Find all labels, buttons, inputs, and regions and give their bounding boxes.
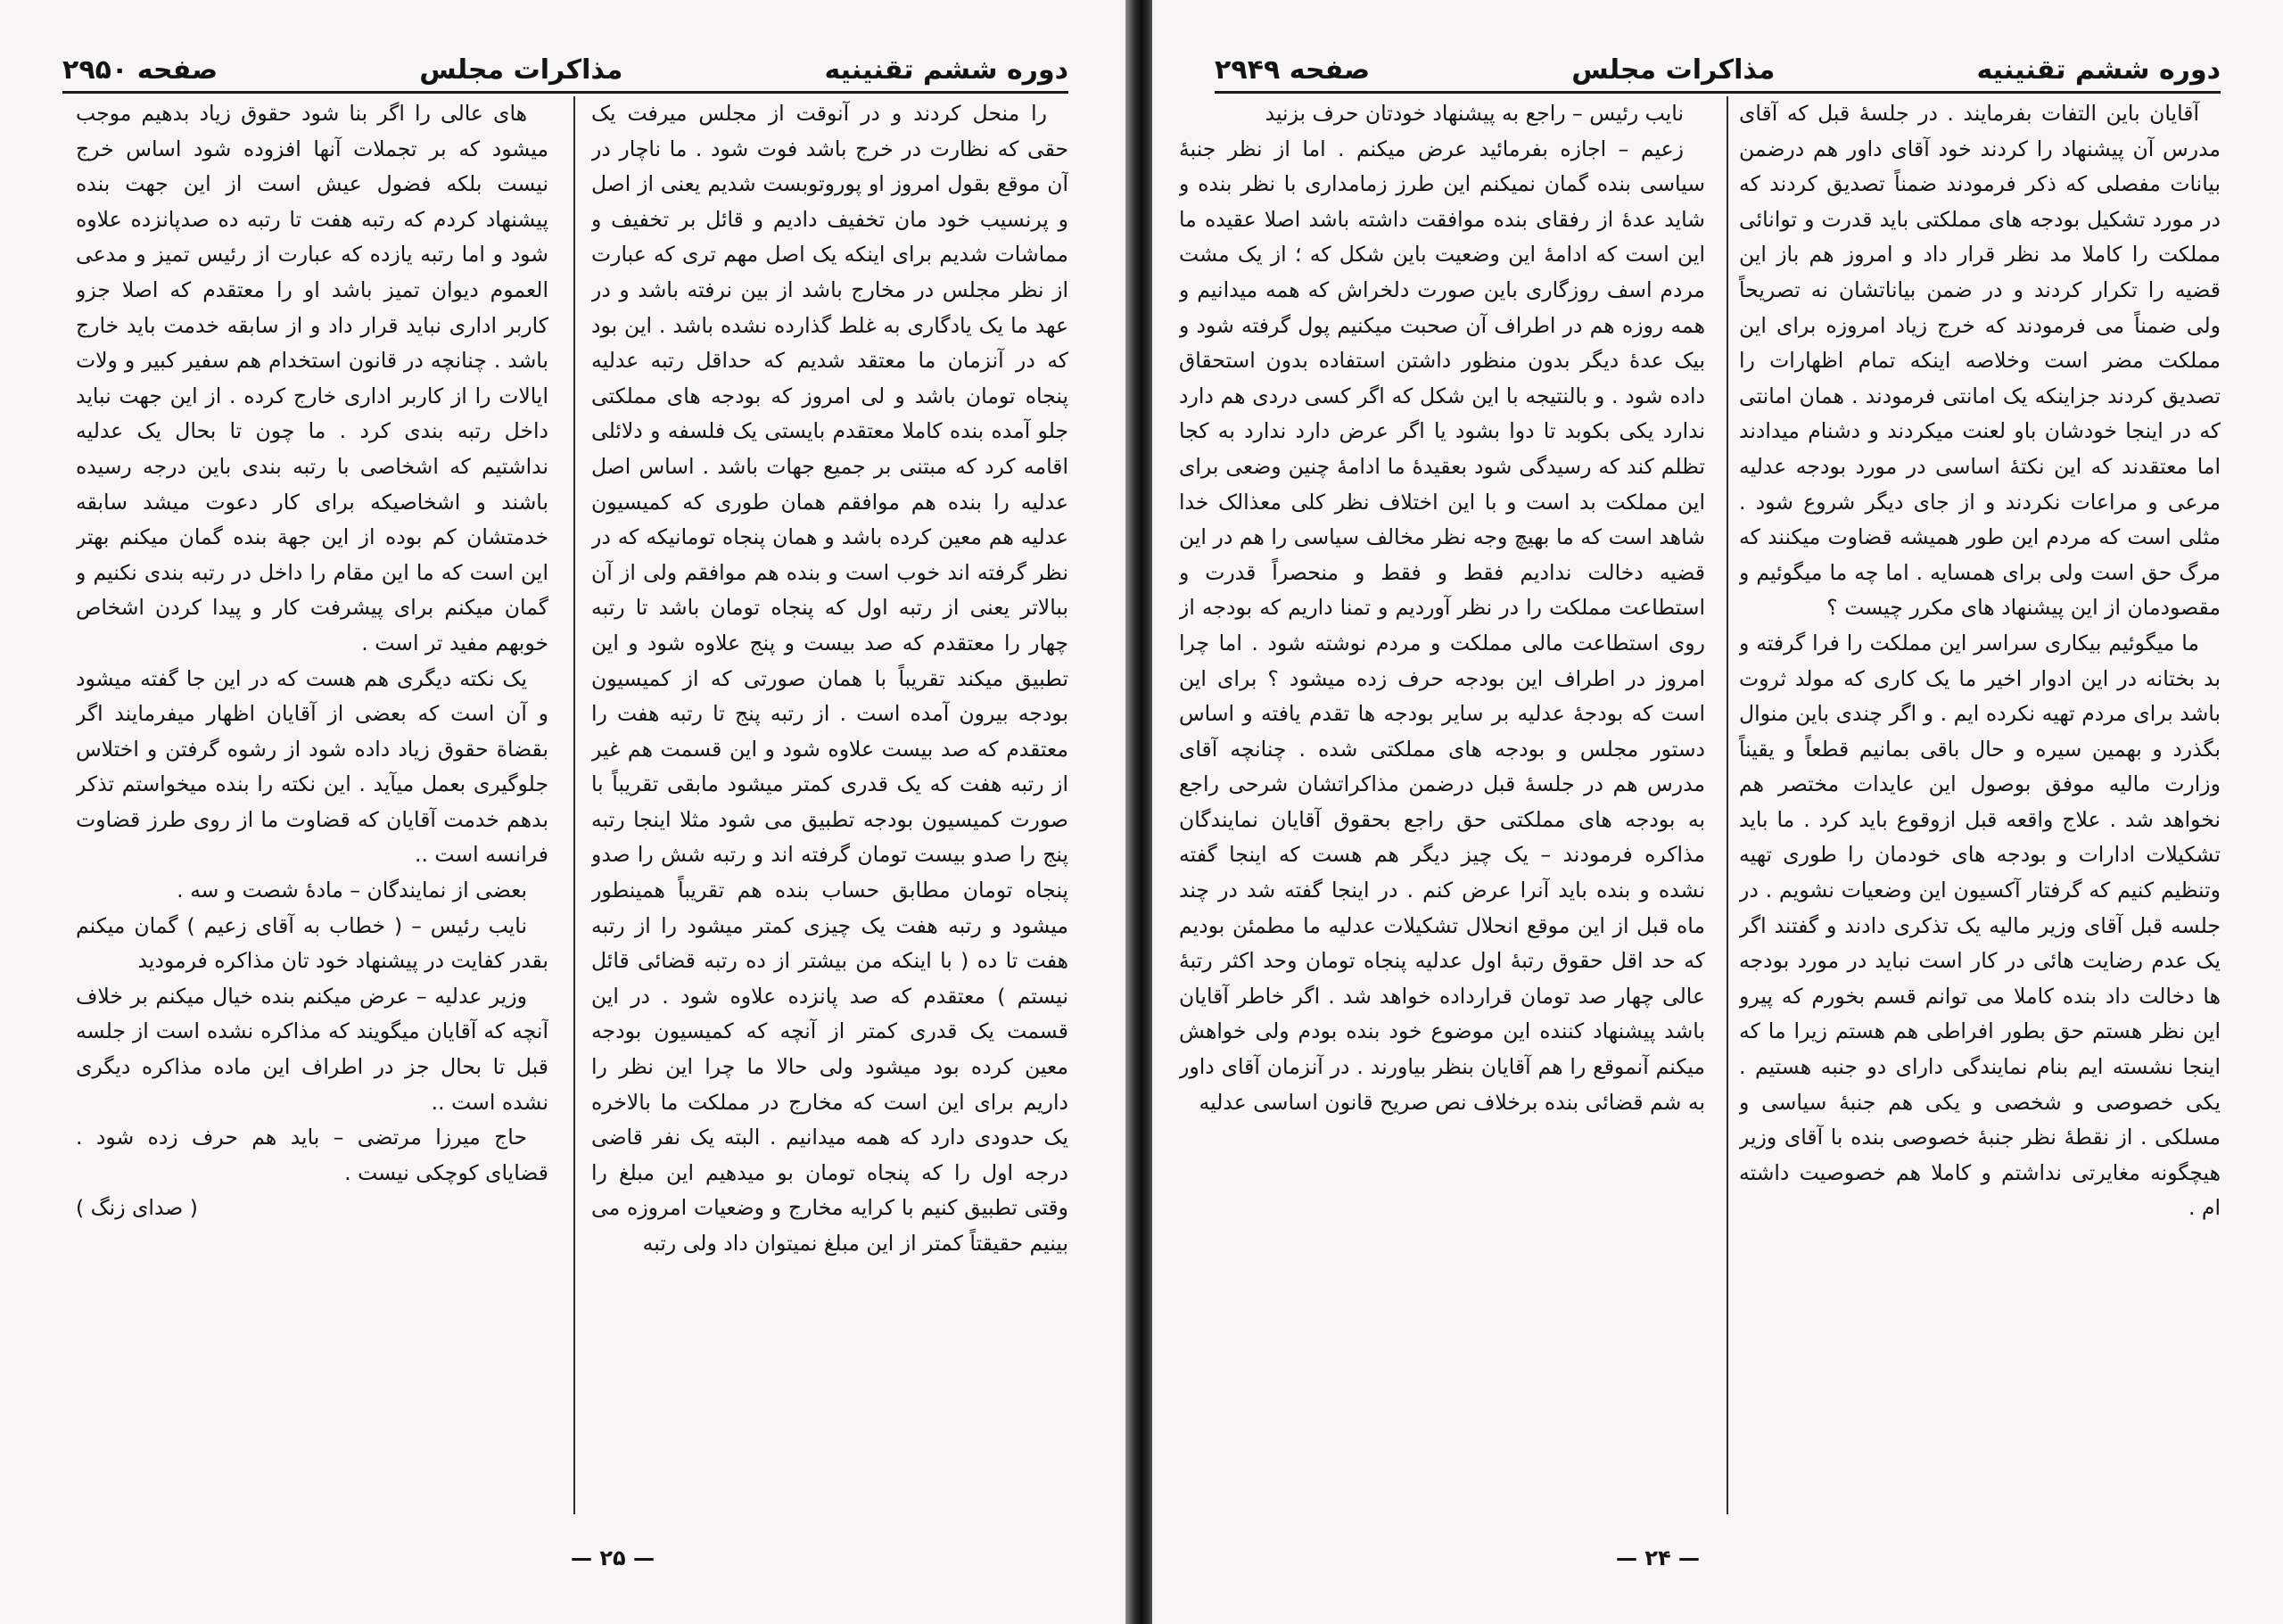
right-header-page-number: صفحه ۲۹۴۹ [1215,54,1371,86]
speaker-line: بعضی از نمایندگان – مادهٔ شصت و سه . [177,878,527,903]
paragraph: های عالی را اگر بنا شود حقوق زیاد بدهیم موجب میشود که بر تجملات آنها افزوده شود اساس خرج نیست بلکه فضول عیش است از این جهت بنده پیشنهاد کردم که رتبه هفت تا رتبه ده صدپانزده علاوه شود و اما رتبه یازده که عبارت از رئیس تمیز و مدعی العموم دیوان تمیز باشد او را معتقدم که اصلا جزو کاربر اداری نباید قرار داد و از سابقه خدمت باید خارج باشد . چنانچه در قانون استخدام هم سفیر کبیر و ولات ایالات را از کاربر اداری خارج کرده . از این جهت نباید داخل رتبه بندی کرد . ما چون تا بحال یک عدلیه نداشتیم که اشخاصی با رتبه بندی باین درجه رسیده باشند و اشخاصیکه برای کار دعوت میشد سابقه خدمتشان کم بوده از این جهة بنده گمان میکنم بهتر این است که ما این مقام را داخل در رتبه بندی نکنیم و گمان میکنم برای پیشرفت کار و پیدا کردن اشخاص خوبهم مفید تر است . [76,101,548,655]
left-header-rule [62,91,1068,94]
left-page-folio: — ۲۵ — [571,1546,655,1570]
bell-note: ( صدای زنگ ) [76,1195,198,1221]
speaker-line: نایب رئیس – ( خطاب به آقای زعیم ) گمان میکنم بقدر کفایت در پیشنهاد خود تان مذاکره فرمودید [76,912,548,974]
right-page [1152,0,2283,1624]
left-page-left-column [76,96,548,1496]
left-page-right-column [591,96,1068,1496]
right-page-header [1215,43,2221,86]
speaker-line: نایب رئیس – راجع به پیشنهاد خودتان حرف بزنید [1265,101,1684,126]
left-header-page-number: صفحه ۲۹۵۰ [62,54,218,86]
right-header-rule [1215,91,2221,94]
left-page [0,0,1131,1624]
right-page-right-column [1739,96,2221,1496]
speaker-line: حاج میرزا مرتضی – باید هم حرف زده شود . قضایای کوچکی نیست . [76,1125,548,1185]
left-header-session: دوره ششم تقنینیه [824,54,1068,86]
column-divider [1727,96,1728,1514]
right-header-session: دوره ششم تقنینیه [1976,54,2221,86]
paragraph: ما میگوئیم بیکاری سراسر این مملکت را فرا گرفته و بد بختانه در این ادوار اخیر ما یک کاری که مولد ثروت باشد برای مردم تهیه نکرده ایم . و اگر چندی باین منوال بگذرد و بهمین سیره و حال باقی بمانیم قطعاً و یقیناً وزارت مالیه موفق بوصول این عایدات مختصر هم نخواهد شد . علاج واقعه قبل ازوقوع باید کرد . ما باید تشکیلات ادارات و بودجه های خودمان را طوری تهیه وتنظیم کنیم که گرفتار آکسیون این وضعیات نشویم . در جلسه قبل آقای وزیر مالیه یک تذکری دادند و گفتند اگر یک عدم رضایت هائی در کار است نباید در مورد بودجه ها دخالت داد بنده کاملا می توانم قسم بخورم که پیرو این نظر هستم حق بطور افراطی هم هستم زیرا ما که اینجا نشسته ایم بنام نمایندگی دارای دو جنبه هستیم . یکی خصوصی و شخصی و یکی هم جنبهٔ سیاسی و مسلکی . از نقطهٔ نظر جنبهٔ خصوصی بنده با آقای وزیر هیچگونه مغایرتی نداشتم و کاملا هم خصوصیت داشته ام . [1739,630,2221,1221]
paragraph: یک نکته دیگری هم هست که در این جا گفته میشود و آن است که بعضی از آقایان اظهار میفرمایند اگر بقضاة حقوق زیاد داده شود از رشوه گرفتن و اختلاس جلوگیری بعمل میآید . این نکته را بنده میخواستم تذکر بدهم خدمت آقایان که قضاوت ما از روی طرز قضاوت فرانسه است .. [76,665,548,868]
right-header-title: مذاکرات مجلس [1571,54,1776,86]
speaker-line: وزیر عدلیه – عرض میکنم بنده خیال میکنم بر خلاف آنچه که آقایان میگویند که مذاکره نشده است از جلسه قبل تا بحال جز در اطراف این ماده مذاکره دیگری نشده است .. [76,983,548,1115]
left-page-header [62,43,1068,86]
right-page-folio: — ۲۴ — [1616,1546,1701,1570]
paragraph: زعیم – اجازه بفرمائید عرض میکنم . اما از نظر جنبهٔ سیاسی بنده گمان نمیکنم این طرز زمامداری با نظر بنده و شاید عدهٔ از رفقای بنده موافقت داشته باشد اصلا عقیده ما این است که ادامهٔ این وضعیت باین شکل که ؛ از یک مشت مردم اسف روزگاری باین صورت دلخراش که همه میدانیم و همه روزه هم در اطراف آن صحبت میکنیم پول گرفته شود و بیک عدهٔ دیگر بدون منظور داشتن استفاده بدون استحقاق داده شود . و بالنتیجه با این شکل که اگر کسی دردی هم دارد ندارد یکی بکوبد تا دوا بشود یا اگر عرض دارد ندارد به کجا تظلم کند که رسیدگی شود بعقیدهٔ ما ادامهٔ چنین وضعی برای این مملکت بد است و با این اختلاف نظر کلی معذالک خدا شاهد است که ما بهیچ وجه نظر مخالف سیاسی را هم در این قضیه دخالت ندادیم فقط و فقط و منحصراً قدرت و استطاعت مملکت را در نظر آوردیم و تمنا داریم که بودجه از روی استطاعت مالی مملکت و مردم نوشته شود . اما چرا امروز در اطراف این بودجه حرف زده میشود ؟ برای این است که بودجهٔ عدلیه بر سایر بودجه ها تقدم یافته و اساس دستور مجلس و بودجه های مملکتی شده . چنانچه آقای مدرس هم در جلسهٔ قبل درضمن مذاکراتشان شرحی راجع به بودجه های مملکتی حق راجع بحقوق آقایان نمایندگان مذاکره فرمودند – یک چیز دیگر هم هست که اینجا گفته نشده و بنده باید آنرا عرض کنم . در اینجا گفته شد در چند ماه قبل از این موقع انحلال تشکیلات عدلیه ما مطمئن بودیم که حد اقل حقوق رتبهٔ اول عدلیه پنجاه تومان وحد اکثر رتبهٔ عالی چهار صد تومان قرارداده خواهد شد . اگر خاطر آقایان باشد پیشنهاد کننده این موضوع خود بنده بودم ولی خواهش میکنم آنموقع را هم آقایان بنظر بیاورند . در آنزمان آقای داور به شم قضائی بنده برخلاف نص صریح قانون اساسی عدلیه [1179,136,1705,1115]
left-header-title: مذاکرات مجلس [419,54,623,86]
paragraph: را منحل کردند و در آنوقت از مجلس میرفت یک حقی که نظارت در خرج باشد فوت شود . ما ناچار در آن موقع بقول امروز او پوروتوبست شدیم یعنی از اصل و پرنسیب خود مان تخفیف دادیم و قائل بر تخفیف و مماشات شدیم برای اینکه یک اصل مهم تری که عبارت از نظر مجلس در مخارج باشد از بین نرفته باشد و در عهد ما یک یادگاری به غلط گذارده نشده باشد . این بود که در آنزمان ما معتقد شدیم که حداقل رتبه عدلیه پنجاه تومان باشد و لی امروز که بودجه های مملکتی جلو آمده بنده کاملا معتقدم بایستی یک فلسفه و دلائلی اقامه کرد که مبتنی بر جمیع جهات باشد . اساس اصل عدلیه را بنده هم موافقم همان طوری که کمیسیون عدلیه هم معین کرده باشد و همان پنجاه تومانیکه که در نظر گرفته اند خوب است و بنده هم موافقم ولی از آن ببالاتر یعنی از رتبه اول که پنجاه تومان باشد تا رتبه چهار را معتقدم که صد بیست و پنج علاوه شود و این تطبیق میکند تقریباً با همان صورتی که از کمیسیون بودجه بیرون آمده است . از رتبه پنج تا رتبه هفت را معتقدم که صد بیست علاوه شود و این قسمت هم غیر از رتبه هفت که یک قدری کمتر میشود مابقی تقریباً با صورت کمیسیون بودجه تطبیق می شود مثلا اینجا رتبه پنج را صدو بیست تومان گرفته اند و رتبه شش را صدو پنجاه تومان مطابق حساب بنده هم تقریباً همینطور میشود و رتبه هفت یک چیزی کمتر میشود را از رتبه هفت تا ده ( با اینکه من بیشتر از ده رتبه قضائی قائل نیستم ) معتقدم که صد پانزده علاوه شود . در این قسمت یک قدری کمتر از آنچه که کمیسیون بودجه معین کرده بود میشود ولی حالا ما چرا این نظر را داریم برای این است که مخارج در مملکت ما بالاخره یک حدودی دارد که همه میدانیم . البته یک نفر قاضی درجه اول را که پنجاه تومان بو میدهیم این مبلغ را وقتی تطبیق کنیم با کرایه مخارج و وضعیات امروزه می بینیم حقیقتاً کمتر از این مبلغ نمیتوان داد ولی رتبه [591,101,1068,1256]
paragraph: آقایان باین التفات بفرمایند . در جلسهٔ قبل که آقای مدرس آن پیشنهاد را کردند خود آقای داور هم درضمن بیانات مفصلی که ذکر فرمودند ضمناً تصدیق کردند که در مورد تشکیل بودجه های مملکتی باید قدرت و توانائی مملکت را کاملا مد نظر قرار داد و امروز هم باز این قضیه را تکرار کردند و در ضمن بیاناتشان نه تصریحاً ولی ضمناً می فرمودند که خرج زیاد امروزه برای این مملکت مضر است وخلاصه اینکه تمام اظهارات را تصدیق کردند جزاینکه یک امانتی فرمودند . همان امانتی که در اینجا خودشان باو لعنت میکردند و دشنام میدادند اما معتقدند که این نکتهٔ اساسی در مورد بودجه عدلیه مرعی و مراعات نکردند و از جای دیگر شروع شود . مثلی است که مردم این طور همیشه قضاوت میکنند که مرگ حق است ولی برای همسایه . اما چه ما میگوئیم و مقصودمان از این پیشنهاد های مکرر چیست ؟ [1739,101,2221,621]
right-page-left-column [1179,96,1705,1496]
column-divider [573,96,575,1514]
